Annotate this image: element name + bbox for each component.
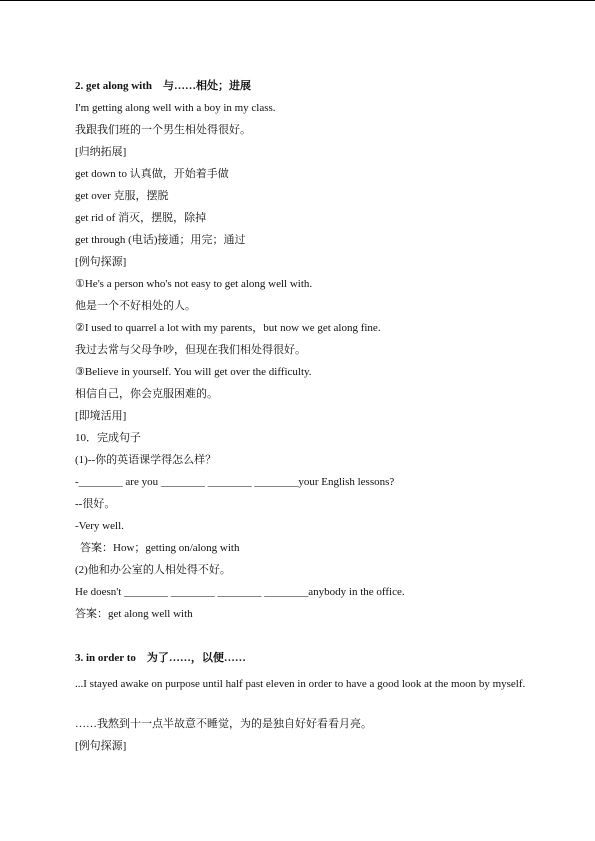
example-sentence-zh-2: ……我熬到十一点半故意不睡觉，为的是独自好好看看月亮。 xyxy=(75,718,372,730)
subheading-examples: [例句探源] xyxy=(75,256,127,268)
example-sentence-en-2: ...I stayed awake on purpose until half past eleven in order to have a good look at the moon by myself. xyxy=(75,678,526,690)
section-heading-get-along-with: 2. get along with 与……相处；进展 xyxy=(75,80,251,92)
example-2-en: ②I used to quarrel a lot with my parents，but now we get along fine. xyxy=(75,322,381,334)
section-heading-in-order-to: 3. in order to 为了……，以便…… xyxy=(75,652,246,664)
example-sentence-zh: 我跟我们班的一个男生相处得很好。 xyxy=(75,124,251,136)
exercise-1-reply-en: -Very well. xyxy=(75,520,124,532)
subheading-summary: [归纳拓展] xyxy=(75,146,127,158)
exercise-1-blank-sentence: -________ are you ________ ________ ________your English lessons? xyxy=(75,476,395,488)
phrase-get-through: get through (电话)接通；用完；通过 xyxy=(75,234,246,246)
example-3-en: ③Believe in yourself. You will get over the difficulty. xyxy=(75,366,312,378)
example-sentence-en: I'm getting along well with a boy in my class. xyxy=(75,102,276,114)
phrase-get-down-to: get down to 认真做，开始着手做 xyxy=(75,168,229,180)
exercise-2-prompt: (2)他和办公室的人相处得不好。 xyxy=(75,564,231,576)
example-3-zh: 相信自己，你会克服困难的。 xyxy=(75,388,218,400)
top-border-line xyxy=(0,0,595,1)
example-2-zh: 我过去常与父母争吵，但现在我们相处得很好。 xyxy=(75,344,306,356)
exercise-2-answer: 答案：get along well with xyxy=(75,608,193,620)
exercise-1-prompt: (1)--你的英语课学得怎么样？ xyxy=(75,454,217,466)
exercise-2-blank-sentence: He doesn't ________ ________ ________ ________anybody in the office. xyxy=(75,586,405,598)
example-1-zh: 他是一个不好相处的人。 xyxy=(75,300,196,312)
subheading-practice: [即境活用] xyxy=(75,410,127,422)
phrase-get-over: get over 克服，摆脱 xyxy=(75,190,169,202)
exercise-1-reply-zh: --很好。 xyxy=(75,498,116,510)
exercise-title: 10．完成句子 xyxy=(75,432,141,444)
subheading-examples-2: [例句探源] xyxy=(75,740,127,752)
exercise-1-answer: 答案：How；getting on/along with xyxy=(80,542,240,554)
example-1-en: ①He's a person who's not easy to get along well with. xyxy=(75,278,313,290)
phrase-get-rid-of: get rid of 消灭，摆脱，除掉 xyxy=(75,212,207,224)
